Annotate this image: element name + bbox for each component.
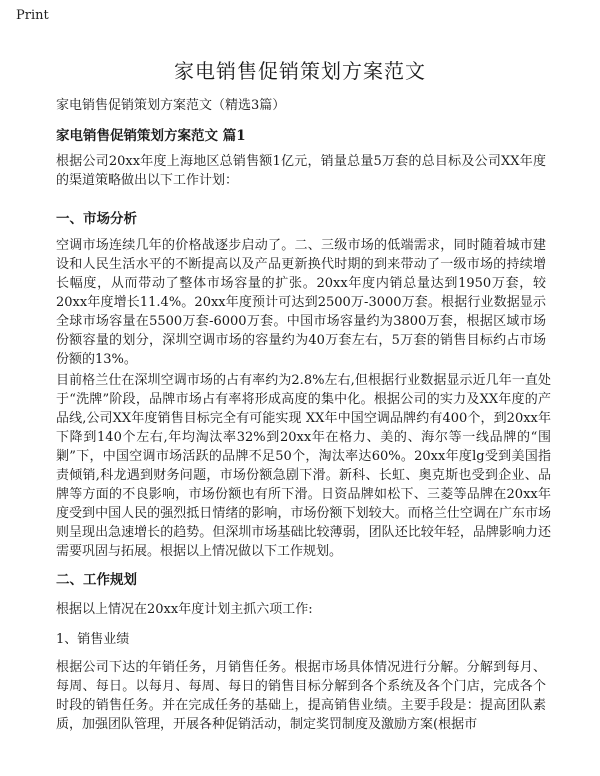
intro-paragraph: 根据公司20xx年度上海地区总销售额1亿元，销量总量5万套的总目标及公司XX年度的渠道策略做出以下工作计划： bbox=[56, 154, 546, 188]
document-title: 家电销售促销策划方案范文 bbox=[174, 59, 426, 83]
market-analysis-paragraph-1: 空调市场连续几年的价格战逐步启动了。二、三级市场的低端需求，同时随着城市建设和人民生活水平的不断提高以及产品更新换代时期的到来带动了一级市场的持续增长幅度，从而带动了整体市场容量的扩张。20xx年度内销总量达到1950万套，较20xx年度增长11.4%。20xx年度预计可达到2500万-3000万套。根据行业数据显示全球市场容量在5500万套-6000万套。中国市场容量约为3800万套，根据区域市场份额容量的划分，深圳空调市场的容量约为40万套左右，5万套的销售目标约占市场份额的13%。 bbox=[56, 238, 546, 367]
market-analysis-paragraph-2: 目前格兰仕在深圳空调市场的占有率约为2.8%左右,但根据行业数据显示近几年一直处于“洗牌”阶段，品牌市场占有率将形成高度的集中化。根据公司的实力及XX年度的产品线,公司XX年度销售目标完全有可能实现 XX年中国空调品牌约有400个，到20xx年下降到140个左右,年均淘汰率32%到20xx年在格力、美的、海尔等一线品牌的“围剿”下，中国空调市场活跃的品牌不足50个，淘汰率达60%。20xx年度lg受到美国指责倾销,科龙遇到财务问题，市场份额急剧下滑。新科、长虹、奥克斯也受到企业、品牌等方面的不良影响，市场份额也有所下滑。日资品牌如松下、三菱等品牌在20xx年度受到中国人民的强烈抵日情绪的影响，市场份额下划较大。而格兰仕空调在广东市场则呈现出急速增长的趋势。但深圳市场基础比较薄弱，团队还比较年轻，品牌影响力还需要巩固与拓展。根据以上情况做以下工作规划。 bbox=[56, 373, 551, 559]
sales-performance-paragraph: 根据公司下达的年销任务，月销售任务。根据市场具体情况进行分解。分解到每月、每周、每日。以每月、每周、每日的销售目标分解到各个系统及各个门店，完成各个时段的销售任务。并在完成任务的基础上，提高销售业绩。主要手段是：提高团队素质，加强团队管理，开展各种促销活动，制定奖罚制度及激励方案(根据市 bbox=[56, 660, 546, 732]
work-plan-intro: 根据以上情况在20xx年度计划主抓六项工作: bbox=[56, 602, 313, 617]
section-heading-market-analysis: 一、市场分析 bbox=[56, 211, 137, 227]
plan-item-sales-performance: 1、销售业绩 bbox=[56, 632, 130, 647]
part-heading: 家电销售促销策划方案范文 篇1 bbox=[56, 128, 246, 144]
document-subtitle: 家电销售促销策划方案范文（精选3篇） bbox=[56, 98, 286, 113]
section-heading-work-plan: 二、工作规划 bbox=[56, 572, 137, 588]
print-link[interactable]: Print bbox=[16, 8, 49, 23]
